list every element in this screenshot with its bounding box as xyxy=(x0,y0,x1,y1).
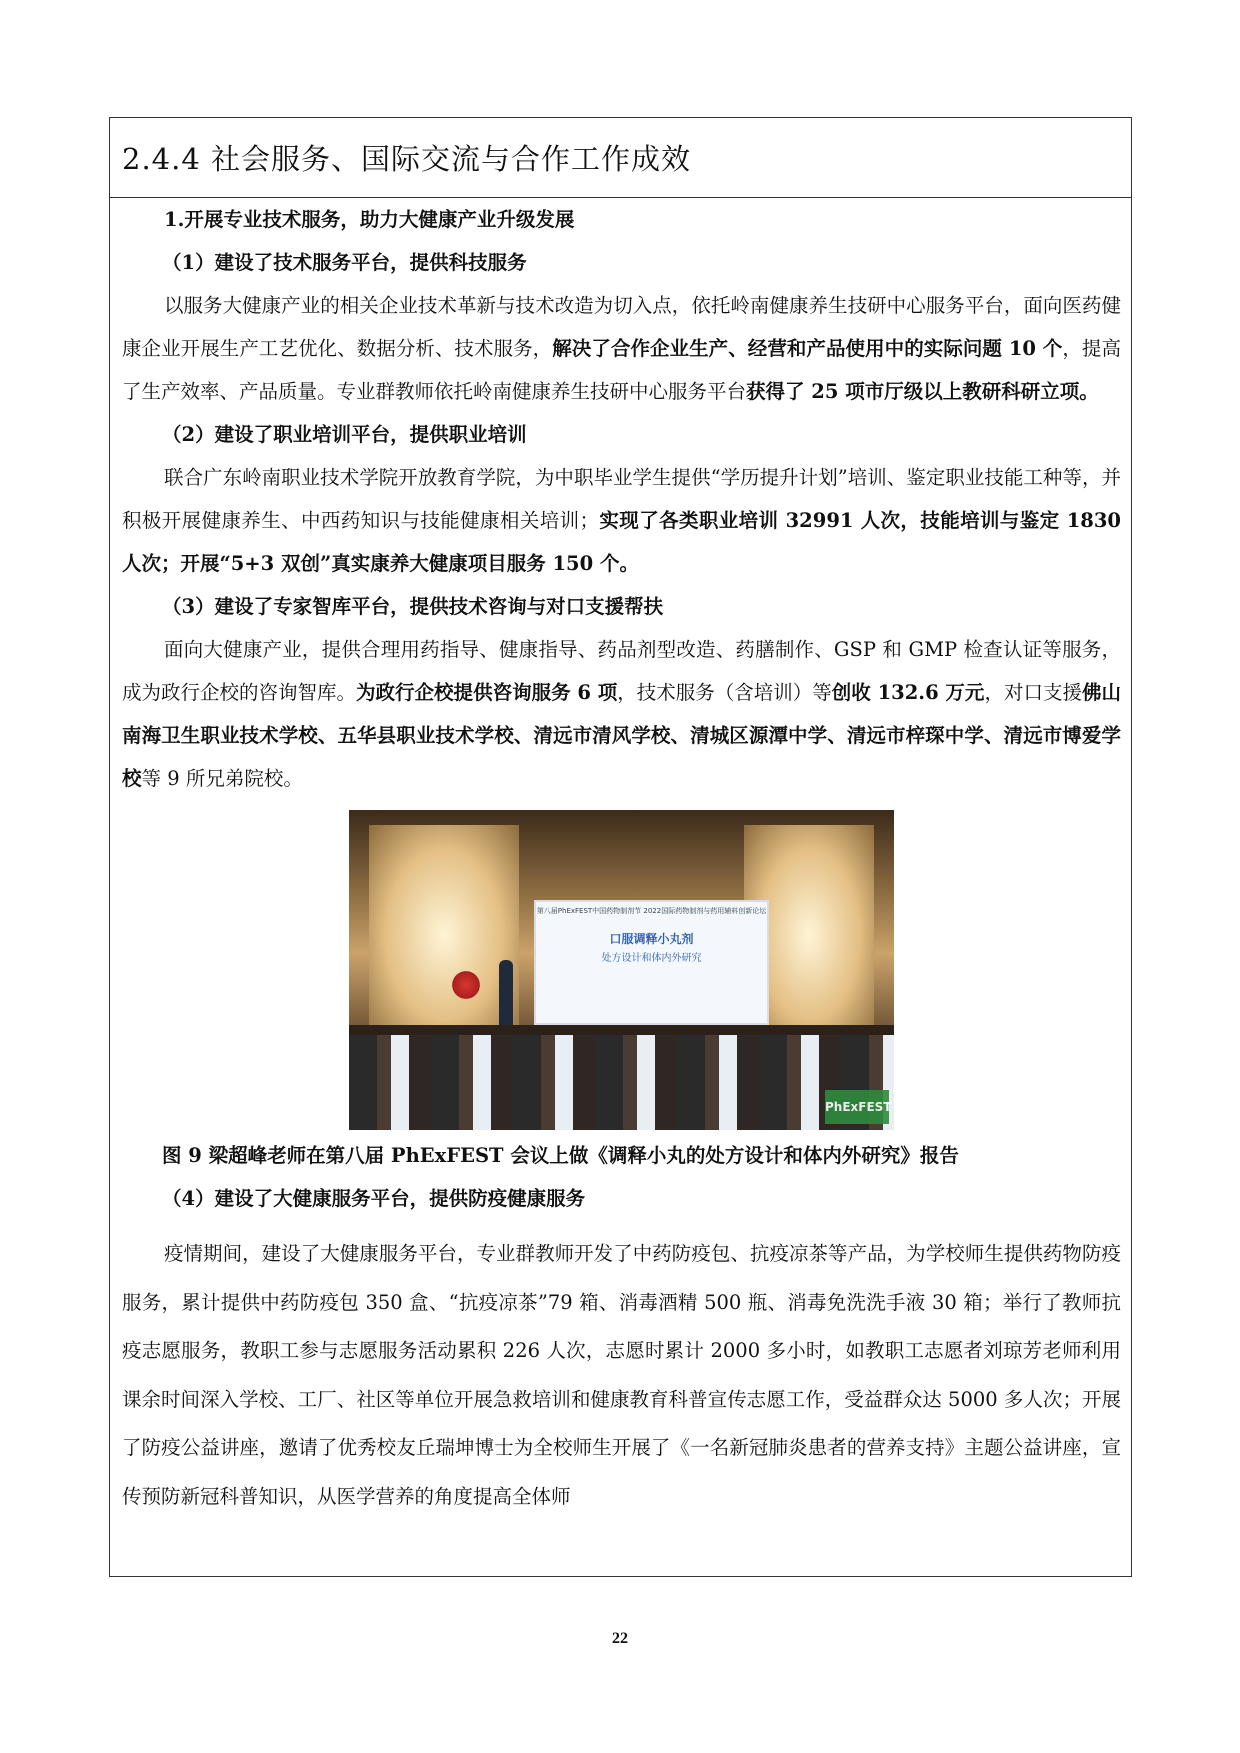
event-logo: PhExFEST xyxy=(825,1090,889,1124)
projection-screen xyxy=(534,900,769,1025)
content-table xyxy=(109,117,1132,1577)
audience xyxy=(349,1035,894,1130)
sub1-text-a: 以服务大健康产业的相关企业技术革新与技术改造为切入点，依托岭南健康养生技研中心服务平台，面向医药健康企业开展生产工艺优化、数据分析、技术服务， xyxy=(122,294,1121,360)
sub1-bold-a: 解决了合作企业生产、经营和产品使用中的实际问题 10 个 xyxy=(552,337,1063,360)
screen-title: 口服调释小丸剂 xyxy=(609,932,694,946)
sub2-heading: （2）建设了职业培训平台，提供职业培训 xyxy=(162,423,527,446)
lit-wall-panel-left xyxy=(369,825,519,1045)
sub4-paragraph: 疫情期间，建设了大健康服务平台，专业群教师开发了中药防疫包、抗疫凉茶等产品，为学校师生提供药物防疫服务，累计提供中药防疫包 350 盒、“抗疫凉茶”79 箱、消毒酒精 500 瓶、消毒免洗洗手液 30 箱；举行了教师抗疫志愿服务，教职工参与志愿服务活动累积 226 人次，志愿时累计 2000 多小时，如教职工志愿者刘琼芳老师利用课余时间深入学校、工厂、社区等单位开展急救培训和健康教育科普宣传志愿工作，受益群众达 5000 多人次；开展了防疫公益讲座，邀请了优秀校友丘瑞坤博士为全校师生开展了《一名新冠肺炎患者的营养支持》主题公益讲座，宣传预防新冠科普知识，从医学营养的角度提高全体师 xyxy=(122,1242,1121,1508)
spacer xyxy=(122,1220,1121,1230)
conference-photo xyxy=(349,810,894,1130)
figure-caption: 图 9 梁超峰老师在第八届 PhExFEST 会议上做《调释小丸的处方设计和体内外研究》报告 xyxy=(162,1144,959,1167)
sub3-text-d: 等 9 所兄弟院校。 xyxy=(141,767,303,790)
sub1-text-b: ，提高了生产效率、产品质量。专业群教师依托岭南健康养生技研中心服务平台 xyxy=(122,337,1121,403)
sub2-bold-a: 实现了各类职业培训 32991 人次，技能培训与鉴定 1830 人次；开展“5+3 双创”真实康养大健康项目服务 150 个。 xyxy=(122,509,1121,575)
sub3-bold-b: 创收 132.6 万元 xyxy=(831,681,985,704)
page-number: 22 xyxy=(612,1630,628,1647)
sub3-bold-a: 为政行企校提供咨询服务 6 项 xyxy=(356,681,618,704)
sub3-bold-c: 佛山南海卫生职业技术学校、五华县职业技术学校、清远市清风学校、清城区源潭中学、清远市梓琛中学、清远市博爱学校 xyxy=(122,681,1121,790)
sub1-bold-b: 获得了 25 项市厅级以上教研科研立项。 xyxy=(746,380,1099,403)
content-cell xyxy=(110,198,1131,1521)
screen-subtitle: 处方设计和体内外研究 xyxy=(601,953,702,964)
flower-arrangement xyxy=(449,970,483,1000)
sub1-heading: （1）建设了技术服务平台，提供科技服务 xyxy=(162,251,527,274)
sub2-text-a: 联合广东岭南职业技术学院开放教育学院，为中职毕业学生提供“学历提升计划”培训、鉴定职业技能工种等，并积极开展健康养生、中西药知识与技能健康相关培训； xyxy=(122,466,1121,532)
section-title: 2.4.4 社会服务、国际交流与合作工作成效 xyxy=(122,142,692,176)
sub4-heading: （4）建设了大健康服务平台，提供防疫健康服务 xyxy=(162,1187,586,1210)
screen-banner: 第八届PhExFEST中国药物制剂节 2022国际药物制剂与药用辅料创新论坛 xyxy=(536,907,767,915)
sub3-paragraph xyxy=(122,628,1121,800)
sub1-paragraph xyxy=(122,284,1121,413)
heading-1: 1.开展专业技术服务，助力大健康产业升级发展 xyxy=(164,208,575,231)
sub3-text-a: 面向大健康产业，提供合理用药指导、健康指导、药品剂型改造、药膳制作、GSP 和 GMP 检查认证等服务，成为政行企校的咨询智库。 xyxy=(122,638,1121,704)
speaker-figure xyxy=(499,960,513,1030)
sub2-paragraph xyxy=(122,456,1121,585)
sub3-text-c: ，对口支援 xyxy=(984,681,1082,704)
sub3-text-b: ，技术服务（含培训）等 xyxy=(617,681,832,704)
sub3-heading: （3）建设了专家智库平台，提供技术咨询与对口支援帮扶 xyxy=(162,595,664,618)
section-header-cell xyxy=(110,118,1131,198)
